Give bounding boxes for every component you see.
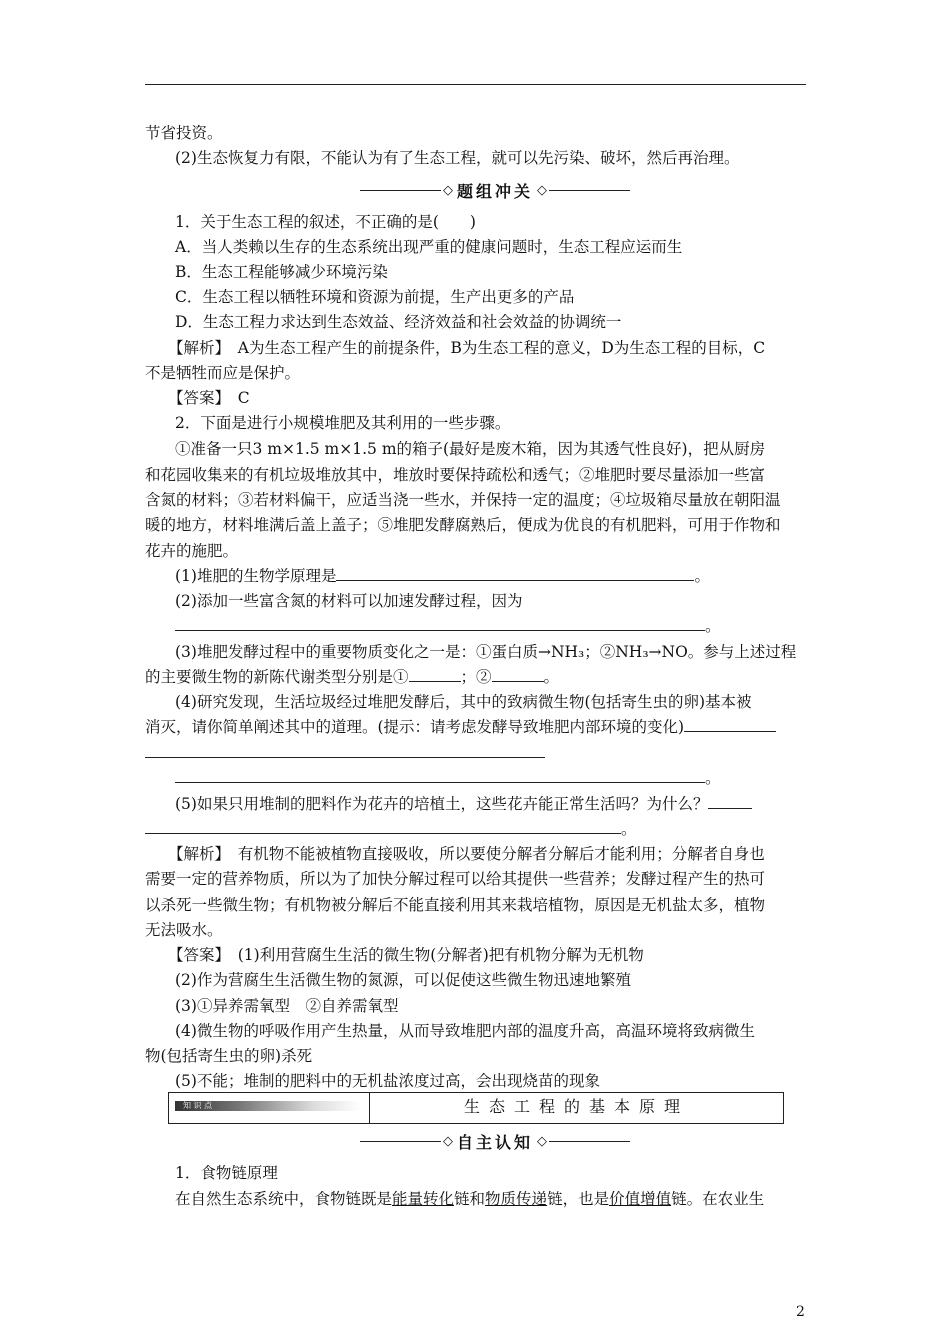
underlined-term: 价值增值 (609, 1190, 672, 1208)
sub-question-5 (175, 794, 752, 814)
diamond-icon: ◇ (537, 182, 548, 198)
answer-line: 【答案】 C (168, 389, 250, 407)
period: 。 (705, 617, 721, 635)
blank-line (175, 768, 721, 788)
analysis-line: 不是牺牲而应是保护。 (145, 364, 301, 382)
diamond-icon: ◇ (443, 182, 453, 198)
answer-blank[interactable] (492, 667, 544, 682)
knowledge-tag: 知 识 点 (183, 1101, 213, 1110)
answer-blank[interactable] (336, 566, 694, 581)
knowledge-tag-bar (175, 1101, 361, 1111)
principle-heading: 1．食物链原理 (175, 1164, 278, 1182)
section-header-self-learning (360, 1129, 630, 1153)
blank-line (175, 616, 721, 636)
knowledge-point-box (168, 1092, 784, 1124)
text-segment: 在自然生态系统中，食物链既是 (175, 1190, 393, 1208)
knowledge-tag-cell (169, 1093, 370, 1123)
principle-text (175, 1189, 764, 1209)
analysis-line: 【解析】 有机物不能被植物直接吸收，所以要使分解者分解后才能利用；分解者自身也 (168, 845, 765, 863)
text-segment: 链，也是 (547, 1190, 610, 1208)
option-c: C．生态工程以牺牲环境和资源为前提，生产出更多的产品 (175, 288, 575, 306)
answer-line: (3)①异养需氧型 ②自养需氧型 (175, 997, 399, 1015)
blank-line (145, 819, 637, 839)
header-rule (145, 84, 806, 85)
answer-blank[interactable] (175, 616, 705, 631)
answer-line: 【答案】 (1)利用营腐生生活的微生物(分解者)把有机物分解为无机物 (168, 946, 644, 964)
period: 。 (705, 769, 721, 787)
period: 。 (621, 820, 637, 838)
option-a: A．当人类赖以生存的生态系统出现严重的健康问题时，生态工程应运而生 (175, 238, 683, 256)
divider (549, 190, 630, 191)
sub-question-text: (5)如果只用堆制的肥料作为花卉的培植土，这些花卉能正常生活吗？为什么？ (175, 795, 709, 813)
option-d: D．生态工程力求达到生态效益、经济效益和社会效益的协调统一 (175, 313, 622, 331)
paragraph-line: 花卉的施肥。 (145, 542, 239, 560)
sub-question-text: 的主要微生物的新陈代谢类型分别是① (145, 668, 409, 686)
answer-blank[interactable] (145, 743, 545, 758)
analysis-line: 【解析】 A为生态工程产生的前提条件，B为生态工程的意义，D为生态工程的目标，C (168, 339, 766, 357)
period: 。 (694, 567, 710, 585)
diamond-icon: ◇ (443, 1133, 453, 1149)
answer-line: (2)作为营腐生生活微生物的氮源，可以促使这些微生物迅速地繁殖 (175, 971, 631, 989)
sub-question-text: ；② (460, 668, 492, 686)
section-title: 题组冲关 (457, 181, 534, 201)
diamond-icon: ◇ (537, 1133, 548, 1149)
text-line: 节省投资。 (145, 124, 223, 142)
sub-question-1 (175, 566, 710, 586)
text-line: (2)生态恢复力有限，不能认为有了生态工程，就可以先污染、破坏，然后再治理。 (175, 149, 740, 167)
section-title: 自主认知 (457, 1132, 534, 1152)
question-stem: 1．关于生态工程的叙述，不正确的是( ) (175, 213, 476, 231)
paragraph-line: ①准备一只3 m×1.5 m×1.5 m的箱子(最好是废木箱，因为其透气性良好)，把从厨房 (175, 440, 766, 458)
page-number: 2 (796, 1304, 805, 1320)
sub-question-text: (1)堆肥的生物学原理是 (175, 567, 337, 585)
sub-question-3-cont (145, 667, 559, 687)
divider (360, 1141, 441, 1142)
option-b: B．生态工程能够减少环境污染 (175, 263, 388, 281)
answer-blank[interactable] (175, 768, 705, 783)
sub-question-text: 消灭，请你简单阐述其中的道理。(提示：请考虑发酵导致堆肥内部环境的变化) (145, 718, 685, 736)
answer-blank[interactable] (708, 794, 752, 809)
analysis-line: 需要一定的营养物质，所以为了加快分解过程可以给其提供一些营养；发酵过程产生的热可 (145, 870, 766, 888)
paragraph-line: 暖的地方，材料堆满后盖上盖子；⑤堆肥发酵腐熟后，便成为优良的有机肥料，可用于作物和 (145, 516, 781, 534)
answer-line: (5)不能；堆制的肥料中的无机盐浓度过高，会出现烧苗的现象 (175, 1072, 600, 1090)
knowledge-title: 生态工程的基本原理 (463, 1097, 689, 1116)
blank-line (145, 743, 545, 763)
underlined-term: 物质传递 (485, 1190, 548, 1208)
sub-question-4: (4)研究发现，生活垃圾经过堆肥发酵后，其中的致病微生物(包括寄生虫的卵)基本被 (175, 693, 752, 711)
text-segment: 链和 (454, 1190, 486, 1208)
text-segment: 链。在农业生 (671, 1190, 765, 1208)
question-stem: 2．下面是进行小规模堆肥及其利用的一些步骤。 (175, 414, 511, 432)
paragraph-line: 和花园收集来的有机垃圾堆放其中，堆放时要保持疏松和透气；②堆肥时要尽量添加一些富 (145, 466, 766, 484)
divider (549, 1141, 630, 1142)
analysis-line: 以杀死一些微生物；有机物被分解后不能直接利用其来栽培植物，原因是无机盐太多，植物 (145, 896, 766, 914)
answer-blank[interactable] (684, 717, 776, 732)
period: 。 (543, 668, 560, 686)
underlined-term: 能量转化 (392, 1190, 455, 1208)
answer-blank[interactable] (145, 819, 621, 834)
sub-question-2: (2)添加一些富含氮的材料可以加速发酵过程，因为 (175, 592, 523, 610)
sub-question-4-cont (145, 717, 776, 737)
answer-line: (4)微生物的呼吸作用产生热量，从而导致堆肥内部的温度升高，高温环境将致病微生 (175, 1022, 755, 1040)
analysis-line: 无法吸水。 (145, 921, 223, 939)
section-header-group-practice (360, 178, 630, 202)
answer-blank[interactable] (409, 667, 461, 682)
divider (360, 190, 441, 191)
sub-question-3: (3)堆肥发酵过程中的重要物质变化之一是：①蛋白质→NH₃；②NH₃→NO。参与上述过程 (175, 643, 797, 661)
answer-line: 物(包括寄生虫的卵)杀死 (145, 1047, 313, 1065)
paragraph-line: 含氮的材料；③若材料偏干，应适当浇一些水，并保持一定的温度；④垃圾箱尽量放在朝阳温 (145, 491, 781, 509)
